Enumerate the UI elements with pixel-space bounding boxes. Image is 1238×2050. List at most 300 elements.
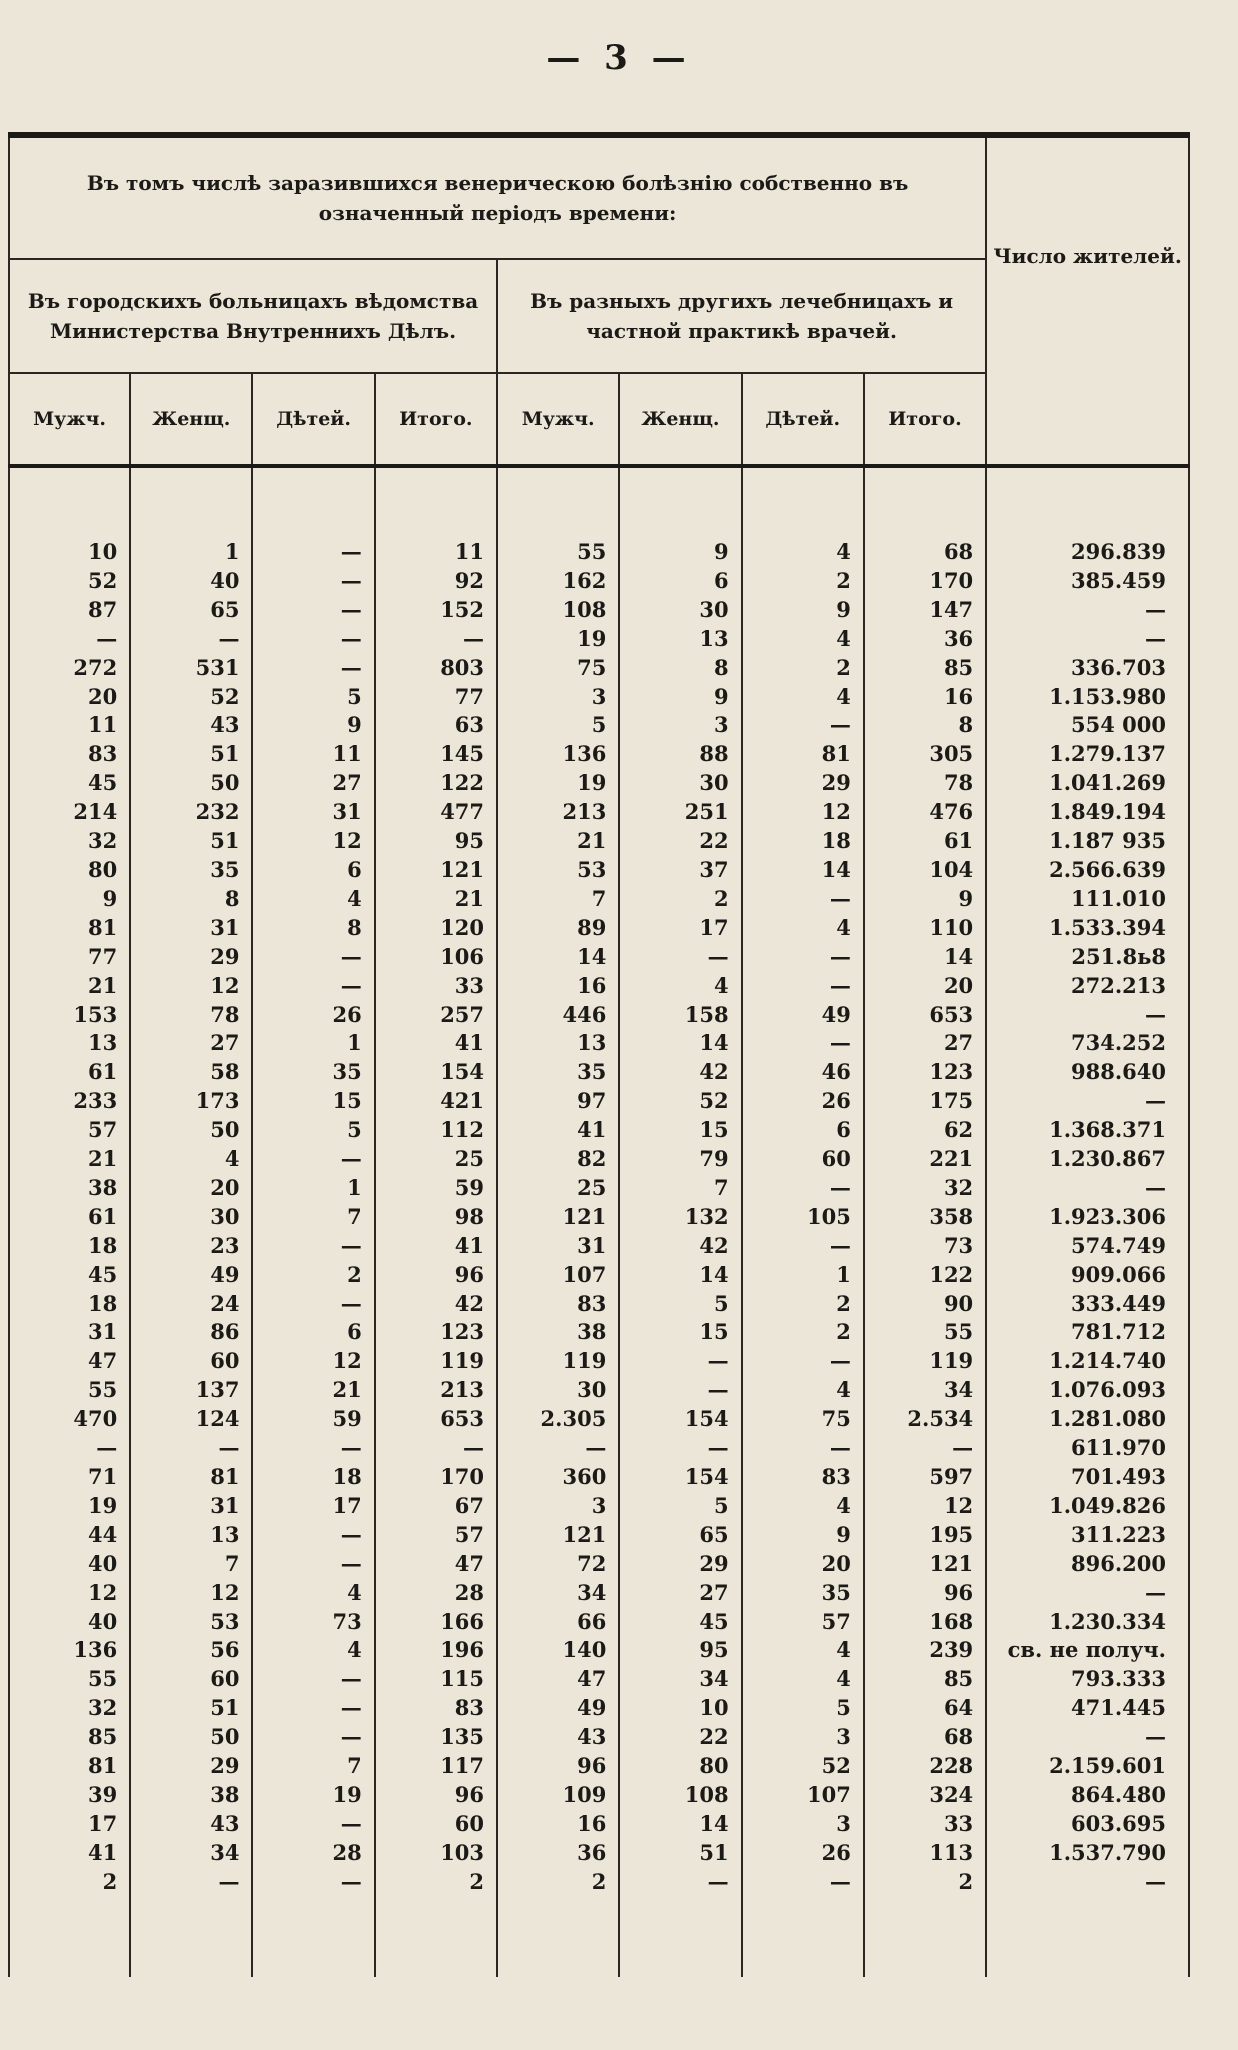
population-cell: 611.970 [986, 1434, 1189, 1463]
table-row [9, 567, 1189, 596]
population-cell: — [986, 1174, 1189, 1203]
count-cell: 117 [375, 1752, 497, 1781]
count-cell: — [742, 885, 864, 914]
count-cell: 170 [864, 567, 986, 596]
count-cell: 41 [375, 1232, 497, 1261]
count-cell: 61 [864, 827, 986, 856]
count-cell: 47 [497, 1665, 619, 1694]
count-cell: 11 [252, 740, 374, 769]
count-cell: 9 [252, 711, 374, 740]
count-cell: 2 [742, 1318, 864, 1347]
count-cell: 35 [130, 856, 252, 885]
count-cell: 13 [497, 1029, 619, 1058]
count-cell: 153 [9, 1001, 130, 1030]
count-cell: 233 [9, 1087, 130, 1116]
count-cell: 121 [864, 1550, 986, 1579]
count-cell: 121 [497, 1521, 619, 1550]
header-group-b: Въ разныхъ другихъ лечебницахъ и частной практикѣ врачей. [497, 259, 986, 373]
table-row [9, 1405, 1189, 1434]
count-cell: 30 [130, 1203, 252, 1232]
table-row [9, 1868, 1189, 1897]
count-cell: 57 [375, 1521, 497, 1550]
table-row [9, 1723, 1189, 1752]
count-cell: 51 [130, 1694, 252, 1723]
count-cell: 3 [497, 683, 619, 712]
count-cell: 47 [9, 1347, 130, 1376]
empty-cell [9, 1897, 130, 1977]
count-cell: 66 [497, 1608, 619, 1637]
count-cell: 214 [9, 798, 130, 827]
population-cell: 701.493 [986, 1463, 1189, 1492]
population-cell: 909.066 [986, 1261, 1189, 1290]
count-cell: 42 [619, 1058, 741, 1087]
count-cell: 38 [9, 1174, 130, 1203]
count-cell: 26 [742, 1839, 864, 1868]
count-cell: 52 [742, 1752, 864, 1781]
count-cell: 108 [619, 1781, 741, 1810]
count-cell: 86 [130, 1318, 252, 1347]
count-cell: 5 [252, 1116, 374, 1145]
count-cell: 119 [497, 1347, 619, 1376]
count-cell: 12 [252, 827, 374, 856]
population-cell: 1.187 935 [986, 827, 1189, 856]
count-cell: — [252, 1232, 374, 1261]
count-cell: 19 [497, 769, 619, 798]
count-cell: 17 [619, 914, 741, 943]
count-cell: 221 [864, 1145, 986, 1174]
count-cell: — [9, 1434, 130, 1463]
count-cell: 305 [864, 740, 986, 769]
population-cell: — [986, 625, 1189, 654]
count-cell: 43 [130, 1810, 252, 1839]
count-cell: 531 [130, 654, 252, 683]
count-cell: 196 [375, 1636, 497, 1665]
count-cell: 477 [375, 798, 497, 827]
table-row [9, 914, 1189, 943]
count-cell: 2.305 [497, 1405, 619, 1434]
count-cell: 77 [9, 943, 130, 972]
count-cell: 8 [252, 914, 374, 943]
population-cell: 781.712 [986, 1318, 1189, 1347]
count-cell: 9 [619, 538, 741, 567]
count-cell: — [619, 1347, 741, 1376]
population-cell: 1.214.740 [986, 1347, 1189, 1376]
count-cell: 803 [375, 654, 497, 683]
population-cell: — [986, 1001, 1189, 1030]
count-cell: 3 [742, 1723, 864, 1752]
count-cell: — [375, 1434, 497, 1463]
count-cell: 2 [497, 1868, 619, 1897]
count-cell: 136 [9, 1636, 130, 1665]
population-cell: 1.230.867 [986, 1145, 1189, 1174]
count-cell: 239 [864, 1636, 986, 1665]
count-cell: 83 [375, 1694, 497, 1723]
count-cell: 14 [619, 1261, 741, 1290]
count-cell: 35 [252, 1058, 374, 1087]
count-cell: 12 [9, 1579, 130, 1608]
count-cell: 38 [497, 1318, 619, 1347]
table-row [9, 625, 1189, 654]
count-cell: 653 [864, 1001, 986, 1030]
empty-cell [497, 1897, 619, 1977]
count-cell: — [742, 1347, 864, 1376]
count-cell: 8 [130, 885, 252, 914]
population-cell: 111.010 [986, 885, 1189, 914]
count-cell: 124 [130, 1405, 252, 1434]
table-row [9, 1145, 1189, 1174]
population-cell: св. не получ. [986, 1636, 1189, 1665]
count-cell: 22 [619, 827, 741, 856]
count-cell: 2 [864, 1868, 986, 1897]
table-row [9, 1839, 1189, 1868]
count-cell: 30 [619, 769, 741, 798]
population-cell: — [986, 596, 1189, 625]
count-cell: 4 [742, 538, 864, 567]
count-cell: 80 [9, 856, 130, 885]
count-cell: 19 [9, 1492, 130, 1521]
count-cell: — [497, 1434, 619, 1463]
count-cell: 4 [130, 1145, 252, 1174]
count-cell: — [252, 1145, 374, 1174]
count-cell: 18 [742, 827, 864, 856]
population-cell: 2.566.639 [986, 856, 1189, 885]
table-row [9, 1261, 1189, 1290]
table-row [9, 1087, 1189, 1116]
count-cell: 10 [619, 1694, 741, 1723]
count-cell: 7 [619, 1174, 741, 1203]
count-cell: 39 [9, 1781, 130, 1810]
count-cell: 21 [497, 827, 619, 856]
empty-cell [986, 1897, 1189, 1977]
count-cell: 4 [742, 914, 864, 943]
count-cell: 40 [9, 1550, 130, 1579]
count-cell: 81 [9, 914, 130, 943]
population-cell: 311.223 [986, 1521, 1189, 1550]
table-row [9, 798, 1189, 827]
count-cell: 4 [742, 1636, 864, 1665]
count-cell: 97 [497, 1087, 619, 1116]
table-row [9, 1579, 1189, 1608]
count-cell: 2 [619, 885, 741, 914]
count-cell: 67 [375, 1492, 497, 1521]
count-cell: 52 [619, 1087, 741, 1116]
count-cell: 44 [9, 1521, 130, 1550]
count-cell: — [742, 1868, 864, 1897]
count-cell: 20 [864, 972, 986, 1001]
count-cell: 78 [130, 1001, 252, 1030]
table-row [9, 1752, 1189, 1781]
count-cell: 16 [497, 1810, 619, 1839]
count-cell: 14 [497, 943, 619, 972]
count-cell: 29 [130, 1752, 252, 1781]
count-cell: 30 [497, 1376, 619, 1405]
count-cell: 88 [619, 740, 741, 769]
count-cell: 15 [619, 1318, 741, 1347]
count-cell: 2.534 [864, 1405, 986, 1434]
table-row [9, 596, 1189, 625]
count-cell: 31 [130, 1492, 252, 1521]
count-cell: 27 [252, 769, 374, 798]
count-cell: 15 [252, 1087, 374, 1116]
count-cell: 33 [375, 972, 497, 1001]
count-cell: 31 [497, 1232, 619, 1261]
count-cell: 119 [864, 1347, 986, 1376]
count-cell: 324 [864, 1781, 986, 1810]
column-header: Женщ. [619, 373, 741, 466]
count-cell: 1 [130, 538, 252, 567]
column-header: Женщ. [130, 373, 252, 466]
count-cell: 476 [864, 798, 986, 827]
count-cell: 152 [375, 596, 497, 625]
count-cell: 60 [742, 1145, 864, 1174]
count-cell: 166 [375, 1608, 497, 1637]
count-cell: 5 [619, 1492, 741, 1521]
count-cell: 81 [9, 1752, 130, 1781]
population-cell: 1.533.394 [986, 914, 1189, 943]
page-number: — 3 — [546, 38, 692, 78]
population-cell: — [986, 1087, 1189, 1116]
count-cell: 12 [252, 1347, 374, 1376]
count-cell: 4 [742, 683, 864, 712]
count-cell: 12 [130, 1579, 252, 1608]
count-cell: 49 [742, 1001, 864, 1030]
count-cell: 13 [9, 1029, 130, 1058]
count-cell: — [252, 567, 374, 596]
count-cell: 158 [619, 1001, 741, 1030]
count-cell: 92 [375, 567, 497, 596]
count-cell: 68 [864, 538, 986, 567]
table-row [9, 972, 1189, 1001]
count-cell: 12 [864, 1492, 986, 1521]
count-cell: 50 [130, 1116, 252, 1145]
population-cell: — [986, 1579, 1189, 1608]
count-cell: 11 [9, 711, 130, 740]
count-cell: 7 [252, 1203, 374, 1232]
count-cell: 14 [619, 1029, 741, 1058]
count-cell: 173 [130, 1087, 252, 1116]
count-cell: 41 [497, 1116, 619, 1145]
table-row [9, 1665, 1189, 1694]
count-cell: 4 [619, 972, 741, 1001]
count-cell: 107 [742, 1781, 864, 1810]
count-cell: 170 [375, 1463, 497, 1492]
count-cell: 358 [864, 1203, 986, 1232]
count-cell: 11 [375, 538, 497, 567]
count-cell: 1 [252, 1174, 374, 1203]
table-spacer-row [9, 1897, 1189, 1977]
count-cell: — [252, 1694, 374, 1723]
table-row [9, 1694, 1189, 1723]
empty-cell [742, 466, 864, 538]
count-cell: 4 [742, 1492, 864, 1521]
table-row [9, 1550, 1189, 1579]
count-cell: 96 [375, 1781, 497, 1810]
count-cell: 108 [497, 596, 619, 625]
table-row [9, 1376, 1189, 1405]
count-cell: — [252, 1665, 374, 1694]
population-cell: 385.459 [986, 567, 1189, 596]
count-cell: 51 [619, 1839, 741, 1868]
count-cell: 55 [864, 1318, 986, 1347]
count-cell: 64 [864, 1694, 986, 1723]
count-cell: 55 [9, 1665, 130, 1694]
table-row [9, 1116, 1189, 1145]
table-row [9, 1636, 1189, 1665]
count-cell: 21 [9, 1145, 130, 1174]
empty-cell [252, 1897, 374, 1977]
count-cell: 6 [252, 1318, 374, 1347]
statistics-table [8, 132, 1190, 1977]
empty-cell [619, 466, 741, 538]
count-cell: — [252, 538, 374, 567]
count-cell: 115 [375, 1665, 497, 1694]
count-cell: — [742, 711, 864, 740]
count-cell: 90 [864, 1290, 986, 1319]
count-cell: — [742, 943, 864, 972]
count-cell: 2 [742, 567, 864, 596]
count-cell: 17 [252, 1492, 374, 1521]
count-cell: 10 [9, 538, 130, 567]
count-cell: 18 [252, 1463, 374, 1492]
count-cell: 81 [742, 740, 864, 769]
count-cell: — [864, 1434, 986, 1463]
count-cell: — [619, 1434, 741, 1463]
count-cell: 13 [130, 1521, 252, 1550]
count-cell: 121 [375, 856, 497, 885]
count-cell: 58 [130, 1058, 252, 1087]
count-cell: 9 [742, 596, 864, 625]
count-cell: 53 [130, 1608, 252, 1637]
count-cell: 251 [619, 798, 741, 827]
count-cell: 112 [375, 1116, 497, 1145]
empty-cell [864, 1897, 986, 1977]
count-cell: 14 [619, 1810, 741, 1839]
count-cell: 73 [252, 1608, 374, 1637]
count-cell: 25 [497, 1174, 619, 1203]
count-cell: 45 [619, 1608, 741, 1637]
count-cell: — [252, 943, 374, 972]
count-cell: — [252, 1810, 374, 1839]
empty-cell [375, 466, 497, 538]
count-cell: 30 [619, 596, 741, 625]
table-row [9, 1203, 1189, 1232]
count-cell: 132 [619, 1203, 741, 1232]
count-cell: 45 [9, 769, 130, 798]
count-cell: 109 [497, 1781, 619, 1810]
count-cell: 63 [375, 711, 497, 740]
column-header: Дѣтей. [742, 373, 864, 466]
count-cell: 3 [742, 1810, 864, 1839]
population-cell: 1.368.371 [986, 1116, 1189, 1145]
count-cell: 136 [497, 740, 619, 769]
count-cell: 42 [619, 1232, 741, 1261]
count-cell: 9 [9, 885, 130, 914]
count-cell: 9 [742, 1521, 864, 1550]
population-cell: 1.279.137 [986, 740, 1189, 769]
count-cell: 16 [497, 972, 619, 1001]
count-cell: 72 [497, 1550, 619, 1579]
header-population: Число жителей. [986, 135, 1189, 373]
table-row [9, 1029, 1189, 1058]
count-cell: 77 [375, 683, 497, 712]
count-cell: 106 [375, 943, 497, 972]
population-cell: 296.839 [986, 538, 1189, 567]
count-cell: 18 [9, 1290, 130, 1319]
count-cell: 18 [9, 1232, 130, 1261]
count-cell: 5 [497, 711, 619, 740]
count-cell: 34 [864, 1376, 986, 1405]
count-cell: 107 [497, 1261, 619, 1290]
population-cell: 2.159.601 [986, 1752, 1189, 1781]
count-cell: 96 [375, 1261, 497, 1290]
count-cell: 28 [375, 1579, 497, 1608]
empty-cell [130, 1897, 252, 1977]
count-cell: 40 [9, 1608, 130, 1637]
count-cell: 145 [375, 740, 497, 769]
count-cell: — [252, 1290, 374, 1319]
count-cell: 3 [497, 1492, 619, 1521]
count-cell: 123 [375, 1318, 497, 1347]
count-cell: 55 [497, 538, 619, 567]
count-cell: 31 [9, 1318, 130, 1347]
count-cell: 34 [130, 1839, 252, 1868]
count-cell: 5 [619, 1290, 741, 1319]
count-cell: 6 [252, 856, 374, 885]
count-cell: 257 [375, 1001, 497, 1030]
count-cell: 19 [497, 625, 619, 654]
count-cell: 121 [497, 1203, 619, 1232]
empty-cell [130, 466, 252, 538]
count-cell: 56 [130, 1636, 252, 1665]
count-cell: 110 [864, 914, 986, 943]
count-cell: 421 [375, 1087, 497, 1116]
count-cell: 27 [864, 1029, 986, 1058]
count-cell: 272 [9, 654, 130, 683]
population-cell: 1.041.269 [986, 769, 1189, 798]
count-cell: 21 [9, 972, 130, 1001]
population-cell: 603.695 [986, 1810, 1189, 1839]
table-row [9, 1318, 1189, 1347]
count-cell: — [252, 1434, 374, 1463]
count-cell: 82 [497, 1145, 619, 1174]
count-cell: — [742, 1029, 864, 1058]
count-cell: 42 [375, 1290, 497, 1319]
empty-cell [497, 466, 619, 538]
table-row [9, 1608, 1189, 1637]
count-cell: 68 [864, 1723, 986, 1752]
table-row [9, 1290, 1189, 1319]
population-cell: 471.445 [986, 1694, 1189, 1723]
table-row [9, 711, 1189, 740]
count-cell: 154 [375, 1058, 497, 1087]
count-cell: 28 [252, 1839, 374, 1868]
count-cell: 41 [375, 1029, 497, 1058]
count-cell: 13 [619, 625, 741, 654]
count-cell: 5 [742, 1694, 864, 1723]
count-cell: 50 [130, 1723, 252, 1752]
count-cell: 21 [375, 885, 497, 914]
count-cell: 96 [497, 1752, 619, 1781]
count-cell: — [252, 972, 374, 1001]
count-cell: 7 [252, 1752, 374, 1781]
table-row [9, 1810, 1189, 1839]
count-cell: 213 [497, 798, 619, 827]
count-cell: 2 [252, 1261, 374, 1290]
count-cell: 103 [375, 1839, 497, 1868]
count-cell: — [375, 625, 497, 654]
count-cell: 57 [9, 1116, 130, 1145]
count-cell: 29 [742, 769, 864, 798]
